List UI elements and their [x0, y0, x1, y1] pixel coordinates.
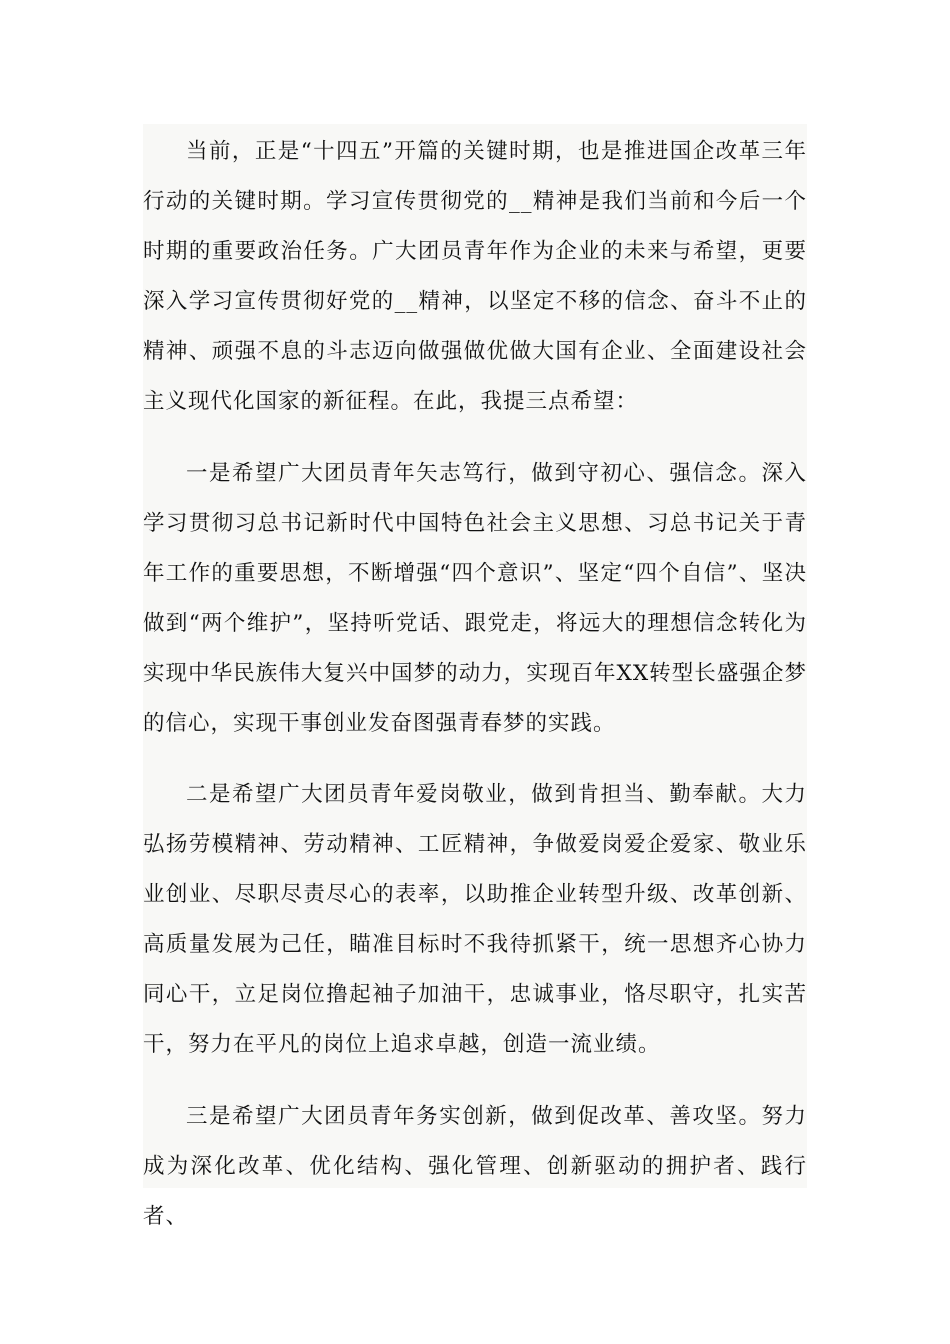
paragraph-hope-three: 三是希望广大团员青年务实创新，做到促改革、善攻坚。努力成为深化改革、优化结构、强化管理、创新驱动的拥护者、践行者、: [143, 1104, 807, 1229]
paragraph-hope-one: 一是希望广大团员青年矢志笃行，做到守初心、强信念。深入学习贯彻习总书记新时代中国特色社会主义思想、习总书记关于青年工作的重要思想，不断增强“四个意识”、坚定“四个自信”、坚决做到“两个维护”，坚持听党话、跟党走，将远大的理想信念转化为实现中华民族伟大复兴中国梦的动力，实现百年XX转型长盛强企梦的信心，实现干事创业发奋图强青春梦的实践。: [143, 461, 807, 736]
document-body: [143, 124, 807, 1229]
paragraph-intro: 当前，正是“十四五”开篇的关键时期，也是推进国企改革三年行动的关键时期。学习宣传贯彻党的__精神是我们当前和今后一个时期的重要政治任务。广大团员青年作为企业的未来与希望，更要深入学习宣传贯彻好党的__精神，以坚定不移的信念、奋斗不止的精神、顽强不息的斗志迈向做强做优做大国有企业、全面建设社会主义现代化国家的新征程。在此，我提三点希望：: [143, 139, 807, 414]
paragraph-hope-two: 二是希望广大团员青年爱岗敬业，做到肯担当、勤奉献。大力弘扬劳模精神、劳动精神、工匠精神，争做爱岗爱企爱家、敬业乐业创业、尽职尽责尽心的表率，以助推企业转型升级、改革创新、高质量发展为己任，瞄准目标时不我待抓紧干，统一思想齐心协力同心干，立足岗位撸起袖子加油干，忠诚事业，恪尽职守，扎实苦干，努力在平凡的岗位上追求卓越，创造一流业绩。: [143, 782, 807, 1057]
